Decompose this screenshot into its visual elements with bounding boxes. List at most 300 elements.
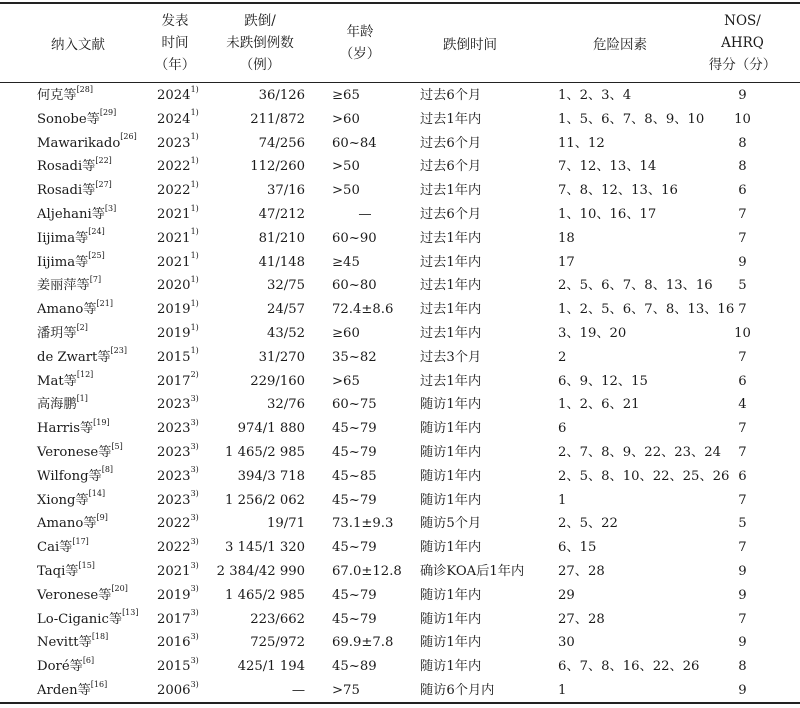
score-cell <box>700 298 785 322</box>
study-cell <box>37 631 108 655</box>
year-cell-year: 2022 <box>157 516 191 532</box>
table-row <box>0 608 800 632</box>
study-cell <box>37 346 127 370</box>
age-cell <box>332 655 377 679</box>
score-cell-score: 9 <box>738 563 747 579</box>
table-row <box>0 560 800 584</box>
ratio-cell-ratio: 3 145/1 320 <box>225 540 305 556</box>
year-cell-yr_sup: 3) <box>190 417 199 427</box>
score-cell-score: 10 <box>734 111 751 127</box>
header-age <box>325 21 395 65</box>
year-cell-yr_sup: 1) <box>190 251 199 261</box>
year-cell <box>157 512 199 536</box>
score-cell-score: 8 <box>738 159 747 175</box>
ratio-cell <box>205 489 305 513</box>
age-cell-age: 45~79 <box>332 492 377 508</box>
study-cell <box>37 84 93 108</box>
study-cell-study: Rosadi等 <box>37 183 96 199</box>
factors-cell-factors: 2、5、22 <box>558 516 618 532</box>
header-score-line-3: 得分（分） <box>708 57 777 73</box>
factors-cell-factors: 29 <box>558 587 575 603</box>
study-cell <box>37 536 89 560</box>
table-row <box>0 227 800 251</box>
age-cell <box>332 512 393 536</box>
year-cell-yr_sup: 3) <box>190 465 199 475</box>
factors-cell <box>558 417 566 441</box>
table-row <box>0 441 800 465</box>
ratio-cell-ratio: 24/57 <box>266 302 305 318</box>
score-cell <box>700 441 785 465</box>
study-cell-study: Xiong等 <box>37 492 89 508</box>
score-cell <box>700 679 785 703</box>
ratio-cell-ratio: 31/270 <box>258 349 305 365</box>
ratio-cell <box>205 298 305 322</box>
header-ratio-line-3: （例） <box>239 57 281 73</box>
age-cell-age: 60~75 <box>332 397 377 413</box>
factors-cell-factors: 6、9、12、15 <box>558 373 648 389</box>
study-cell <box>37 417 110 441</box>
factors-cell <box>558 631 575 655</box>
factors-cell <box>558 227 575 251</box>
study-cell-study: Cai等 <box>37 540 73 556</box>
study-cell <box>37 489 105 513</box>
ratio-cell <box>205 417 305 441</box>
score-cell <box>700 370 785 394</box>
age-cell-age: ≥60 <box>332 325 360 341</box>
age-cell <box>332 370 360 394</box>
study-cell-ref: [17] <box>72 536 89 546</box>
table-row <box>0 370 800 394</box>
fall-time-cell <box>420 560 524 584</box>
age-cell-age: ≥65 <box>332 88 360 103</box>
fall-time-cell <box>420 465 481 489</box>
year-cell <box>157 489 199 513</box>
score-cell-score: 6 <box>738 373 747 389</box>
factors-cell <box>558 655 699 679</box>
header-study-line: 纳入文献 <box>51 37 105 53</box>
fall-time-cell-time: 过去1年内 <box>420 183 482 199</box>
table-row <box>0 512 800 536</box>
score-cell <box>700 560 785 584</box>
ratio-cell <box>205 274 305 298</box>
fall-time-cell-time: 随访1年内 <box>420 421 482 437</box>
age-cell <box>332 536 377 560</box>
ratio-cell <box>205 370 305 394</box>
age-cell <box>332 251 360 275</box>
factors-cell <box>558 155 656 179</box>
year-cell <box>157 274 199 298</box>
ratio-cell <box>205 584 305 608</box>
ratio-cell <box>205 631 305 655</box>
table-row <box>0 84 800 108</box>
age-cell-age: 60~84 <box>332 135 377 151</box>
score-cell-score: 7 <box>738 492 747 508</box>
factors-cell <box>558 441 721 465</box>
ratio-cell-ratio: 19/71 <box>266 516 305 532</box>
year-cell <box>157 251 199 275</box>
table-row <box>0 489 800 513</box>
study-cell-ref: [25] <box>88 251 105 261</box>
age-cell <box>332 179 360 203</box>
table-body <box>0 84 800 703</box>
ratio-cell-ratio: 425/1 194 <box>237 659 305 675</box>
header-ratio-line-1: 跌倒/ <box>244 13 276 29</box>
year-cell-yr_sup: 1) <box>190 322 199 332</box>
factors-cell <box>558 584 575 608</box>
age-cell <box>332 298 393 322</box>
ratio-cell <box>205 203 305 227</box>
header-score-line-1: NOS/ <box>724 13 761 29</box>
age-cell-age: 45~79 <box>332 421 377 437</box>
study-cell-study: 姜丽萍等 <box>37 278 90 294</box>
age-cell <box>332 465 377 489</box>
study-cell-ref: [13] <box>122 608 139 618</box>
score-cell-score: 7 <box>738 230 747 246</box>
study-cell-ref: [29] <box>99 108 117 118</box>
study-cell <box>37 298 113 322</box>
year-cell-yr_sup: 3) <box>190 679 199 689</box>
year-cell-yr_sup: 1) <box>190 274 199 284</box>
age-cell-age: 45~89 <box>332 659 377 675</box>
factors-cell <box>558 536 596 560</box>
age-cell <box>320 203 410 227</box>
study-cell-study: Aljehani等 <box>37 206 105 222</box>
factors-cell <box>558 679 566 703</box>
age-cell-age: 45~85 <box>332 468 377 484</box>
year-cell-year: 2021 <box>157 230 191 246</box>
fall-time-cell-time: 过去1年内 <box>420 278 482 294</box>
age-cell <box>332 108 360 132</box>
year-cell-yr_sup: 3) <box>190 489 199 499</box>
year-cell-year: 2023 <box>157 397 191 413</box>
study-cell-ref: [3] <box>104 203 117 213</box>
year-cell <box>157 108 199 132</box>
year-cell-yr_sup: 1) <box>190 108 199 118</box>
year-cell <box>157 631 199 655</box>
study-cell <box>37 465 113 489</box>
fall-time-cell-time: 过去1年内 <box>420 302 482 318</box>
age-cell <box>332 679 360 703</box>
ratio-cell <box>205 227 305 251</box>
study-cell <box>37 679 107 703</box>
factors-cell <box>558 346 566 370</box>
year-cell-yr_sup: 3) <box>190 512 199 522</box>
header-age-line-1: 年龄 <box>346 24 374 40</box>
year-cell-yr_sup: 3) <box>190 560 199 570</box>
score-cell <box>700 536 785 560</box>
study-cell-ref: [7] <box>89 274 102 284</box>
year-cell-yr_sup: 3) <box>190 393 199 403</box>
fall-time-cell <box>420 84 481 108</box>
ratio-cell <box>205 679 305 703</box>
factors-cell-factors: 27、28 <box>558 611 605 627</box>
table-bottom-rule <box>0 702 800 704</box>
year-cell <box>157 584 199 608</box>
age-cell <box>332 584 377 608</box>
score-cell <box>700 584 785 608</box>
study-cell <box>37 274 101 298</box>
factors-cell-factors: 2 <box>558 349 567 365</box>
fall-time-cell <box>420 441 481 465</box>
year-cell <box>157 322 199 346</box>
age-cell <box>332 274 377 298</box>
factors-cell-factors: 2、5、8、10、22、25、26 <box>558 468 730 484</box>
study-cell <box>37 655 94 679</box>
year-cell-year: 2022 <box>157 159 191 175</box>
table-row <box>0 251 800 275</box>
factors-cell-factors: 1 <box>558 682 567 698</box>
fall-time-cell-time: 过去6个月 <box>420 135 482 151</box>
study-cell <box>37 203 116 227</box>
score-cell-score: 9 <box>738 682 747 698</box>
year-cell-yr_sup: 3) <box>190 608 199 618</box>
score-cell <box>700 155 785 179</box>
ratio-cell-ratio: 1 465/2 985 <box>225 587 305 603</box>
ratio-cell <box>205 608 305 632</box>
score-cell-score: 7 <box>738 611 747 627</box>
table-row <box>0 417 800 441</box>
ratio-cell <box>205 322 305 346</box>
age-cell-age: 45~79 <box>332 444 377 460</box>
age-cell <box>332 393 377 417</box>
table-row <box>0 679 800 703</box>
age-cell <box>332 417 377 441</box>
ratio-cell <box>205 512 305 536</box>
factors-cell <box>558 322 626 346</box>
ratio-cell-ratio: 37/16 <box>266 183 305 199</box>
study-cell-study: Veronese等 <box>37 587 112 603</box>
table-row <box>0 346 800 370</box>
score-cell <box>700 132 785 156</box>
fall-time-cell-time: 随访1年内 <box>420 397 482 413</box>
year-cell <box>157 227 199 251</box>
study-cell <box>37 584 128 608</box>
score-cell <box>700 274 785 298</box>
year-cell <box>157 132 199 156</box>
fall-time-cell <box>420 298 481 322</box>
ratio-cell-ratio: 1 465/2 985 <box>225 444 305 460</box>
age-cell-age: >50 <box>332 159 360 175</box>
score-cell <box>700 465 785 489</box>
year-cell-year: 2015 <box>157 659 191 675</box>
ratio-cell-ratio: 229/160 <box>250 373 305 389</box>
table-row <box>0 584 800 608</box>
study-cell-ref: [27] <box>95 179 112 189</box>
factors-cell-factors: 2、5、6、7、8、13、16 <box>558 278 713 294</box>
ratio-cell <box>205 132 305 156</box>
study-cell-ref: [28] <box>76 84 93 94</box>
fall-time-cell-time: 过去1年内 <box>420 230 482 246</box>
age-cell-age: 69.9±7.8 <box>332 635 394 651</box>
factors-cell-factors: 18 <box>558 230 575 246</box>
age-cell-age: 45~79 <box>332 587 377 603</box>
study-cell-ref: [9] <box>96 512 108 522</box>
age-cell <box>332 560 402 584</box>
table-row <box>0 536 800 560</box>
score-cell <box>700 346 785 370</box>
fall-time-cell <box>420 512 481 536</box>
fall-time-cell <box>420 274 481 298</box>
fall-time-cell <box>420 489 481 513</box>
fall-time-cell-time: 随访6个月内 <box>420 682 495 698</box>
ratio-cell <box>205 536 305 560</box>
study-cell-ref: [12] <box>76 370 94 380</box>
score-cell <box>700 227 785 251</box>
study-cell-study: Wilfong等 <box>37 468 102 484</box>
header-year <box>150 10 200 76</box>
factors-cell <box>558 370 648 394</box>
header-year-line-2: 时间 <box>161 35 189 51</box>
study-cell-study: 何克等 <box>37 88 77 103</box>
study-cell-study: Harris等 <box>37 421 94 437</box>
factors-cell <box>558 203 656 227</box>
fall-time-cell-time: 过去6个月 <box>420 88 482 103</box>
fall-time-cell-time: 过去1年内 <box>420 373 482 389</box>
year-cell-year: 2019 <box>157 325 191 341</box>
factors-cell-factors: 6、7、8、16、22、26 <box>558 659 700 675</box>
study-cell-ref: [5] <box>111 441 123 451</box>
age-cell-age: 73.1±9.3 <box>332 516 394 532</box>
year-cell-year: 2019 <box>157 587 191 603</box>
fall-time-cell-time: 过去6个月 <box>420 206 482 222</box>
fall-time-cell <box>420 370 481 394</box>
study-cell <box>37 227 105 251</box>
age-cell-age: 67.0±12.8 <box>332 563 402 579</box>
study-cell-study: Mat等 <box>37 373 77 389</box>
age-cell-age: 45~79 <box>332 611 377 627</box>
year-cell <box>157 679 199 703</box>
header-year-line-1: 发表 <box>161 13 189 29</box>
study-cell <box>37 179 112 203</box>
ratio-cell-ratio: 43/52 <box>266 325 305 341</box>
table-header-rule <box>0 82 800 83</box>
study-cell-ref: [19] <box>93 417 110 427</box>
fall-time-cell <box>420 393 481 417</box>
factors-cell <box>558 251 575 275</box>
ratio-cell <box>205 108 305 132</box>
year-cell-yr_sup: 3) <box>190 631 199 641</box>
age-cell <box>332 322 360 346</box>
study-cell-ref: [14] <box>88 489 106 499</box>
score-cell <box>700 108 785 132</box>
year-cell <box>157 179 199 203</box>
year-cell-year: 2023 <box>157 492 191 508</box>
study-cell-ref: [24] <box>88 227 105 237</box>
ratio-cell <box>205 346 305 370</box>
score-cell <box>700 84 785 108</box>
ratio-cell <box>205 179 305 203</box>
study-cell-ref: [20] <box>111 584 128 594</box>
year-cell-year: 2015 <box>157 349 191 365</box>
ratio-cell-ratio: 2 384/42 990 <box>216 563 305 579</box>
ratio-cell-ratio: 36/126 <box>258 88 305 103</box>
factors-cell-factors: 3、19、20 <box>558 325 627 341</box>
score-cell-score: 7 <box>738 421 747 437</box>
study-cell-study: Arden等 <box>37 682 91 698</box>
age-cell <box>332 155 360 179</box>
study-cell <box>37 322 88 346</box>
year-cell <box>157 346 199 370</box>
ratio-cell-ratio: 394/3 718 <box>237 468 305 484</box>
year-cell-year: 2024 <box>157 111 191 127</box>
table-row <box>0 322 800 346</box>
study-cell-study: Iijima等 <box>37 230 89 246</box>
age-cell-age: 60~80 <box>332 278 377 294</box>
year-cell-yr_sup: 1) <box>190 84 199 94</box>
year-cell-yr_sup: 3) <box>190 584 199 594</box>
fall-time-cell <box>420 584 481 608</box>
age-cell <box>332 346 377 370</box>
year-cell-year: 2021 <box>157 563 191 579</box>
age-cell-age: >50 <box>332 183 360 199</box>
score-cell <box>700 489 785 513</box>
score-cell <box>700 203 785 227</box>
year-cell-year: 2023 <box>157 468 191 484</box>
score-cell-score: 6 <box>738 468 747 484</box>
ratio-cell <box>205 155 305 179</box>
fall-time-cell-time: 过去1年内 <box>420 325 482 341</box>
header-ratio <box>210 10 310 76</box>
factors-cell-factors: 11、12 <box>558 135 605 151</box>
table-row <box>0 132 800 156</box>
header-ratio-line-2: 未跌倒例数 <box>226 35 294 51</box>
fall-time-cell <box>420 132 481 156</box>
score-cell <box>700 512 785 536</box>
fall-time-cell-time: 过去1年内 <box>420 254 482 270</box>
year-cell-year: 2023 <box>157 444 191 460</box>
score-cell-score: 8 <box>738 135 747 151</box>
study-cell-ref: [23] <box>110 346 127 356</box>
score-cell-score: 8 <box>738 659 747 675</box>
table-row <box>0 108 800 132</box>
score-cell <box>700 251 785 275</box>
age-cell-age: ≥45 <box>332 254 360 270</box>
ratio-cell-ratio: 1 256/2 062 <box>225 492 305 508</box>
fall-time-cell <box>420 417 481 441</box>
study-cell-study: Nevitt等 <box>37 635 92 651</box>
age-cell-age: 72.4±8.6 <box>332 302 394 318</box>
age-cell <box>332 441 377 465</box>
factors-cell-factors: 1 <box>558 492 567 508</box>
age-cell <box>332 608 377 632</box>
year-cell <box>157 393 199 417</box>
study-cell-ref: [2] <box>76 322 88 332</box>
study-cell-ref: [8] <box>101 465 114 475</box>
score-cell-score: 7 <box>738 302 747 318</box>
factors-cell-factors: 7、12、13、14 <box>558 159 657 175</box>
age-cell-age: 35~82 <box>332 349 377 365</box>
year-cell-year: 2016 <box>157 635 191 651</box>
study-cell-study: Doré等 <box>37 659 83 675</box>
header-factors-line: 危险因素 <box>593 37 647 53</box>
year-cell <box>157 608 199 632</box>
factors-cell <box>558 108 704 132</box>
study-cell-study: 高海鹏 <box>37 397 77 413</box>
year-cell <box>157 560 199 584</box>
score-cell <box>700 631 785 655</box>
score-cell-score: 9 <box>738 587 747 603</box>
score-cell-score: 5 <box>738 516 747 532</box>
fall-time-cell-time: 随访1年内 <box>420 659 482 675</box>
ratio-cell-ratio: 974/1 880 <box>237 421 305 437</box>
factors-cell <box>558 560 605 584</box>
ratio-cell-ratio: 725/972 <box>250 635 305 651</box>
age-cell <box>332 84 360 108</box>
score-cell <box>700 322 785 346</box>
fall-time-cell-time: 随访5个月 <box>420 516 482 532</box>
score-cell <box>700 655 785 679</box>
year-cell-yr_sup: 3) <box>190 441 199 451</box>
